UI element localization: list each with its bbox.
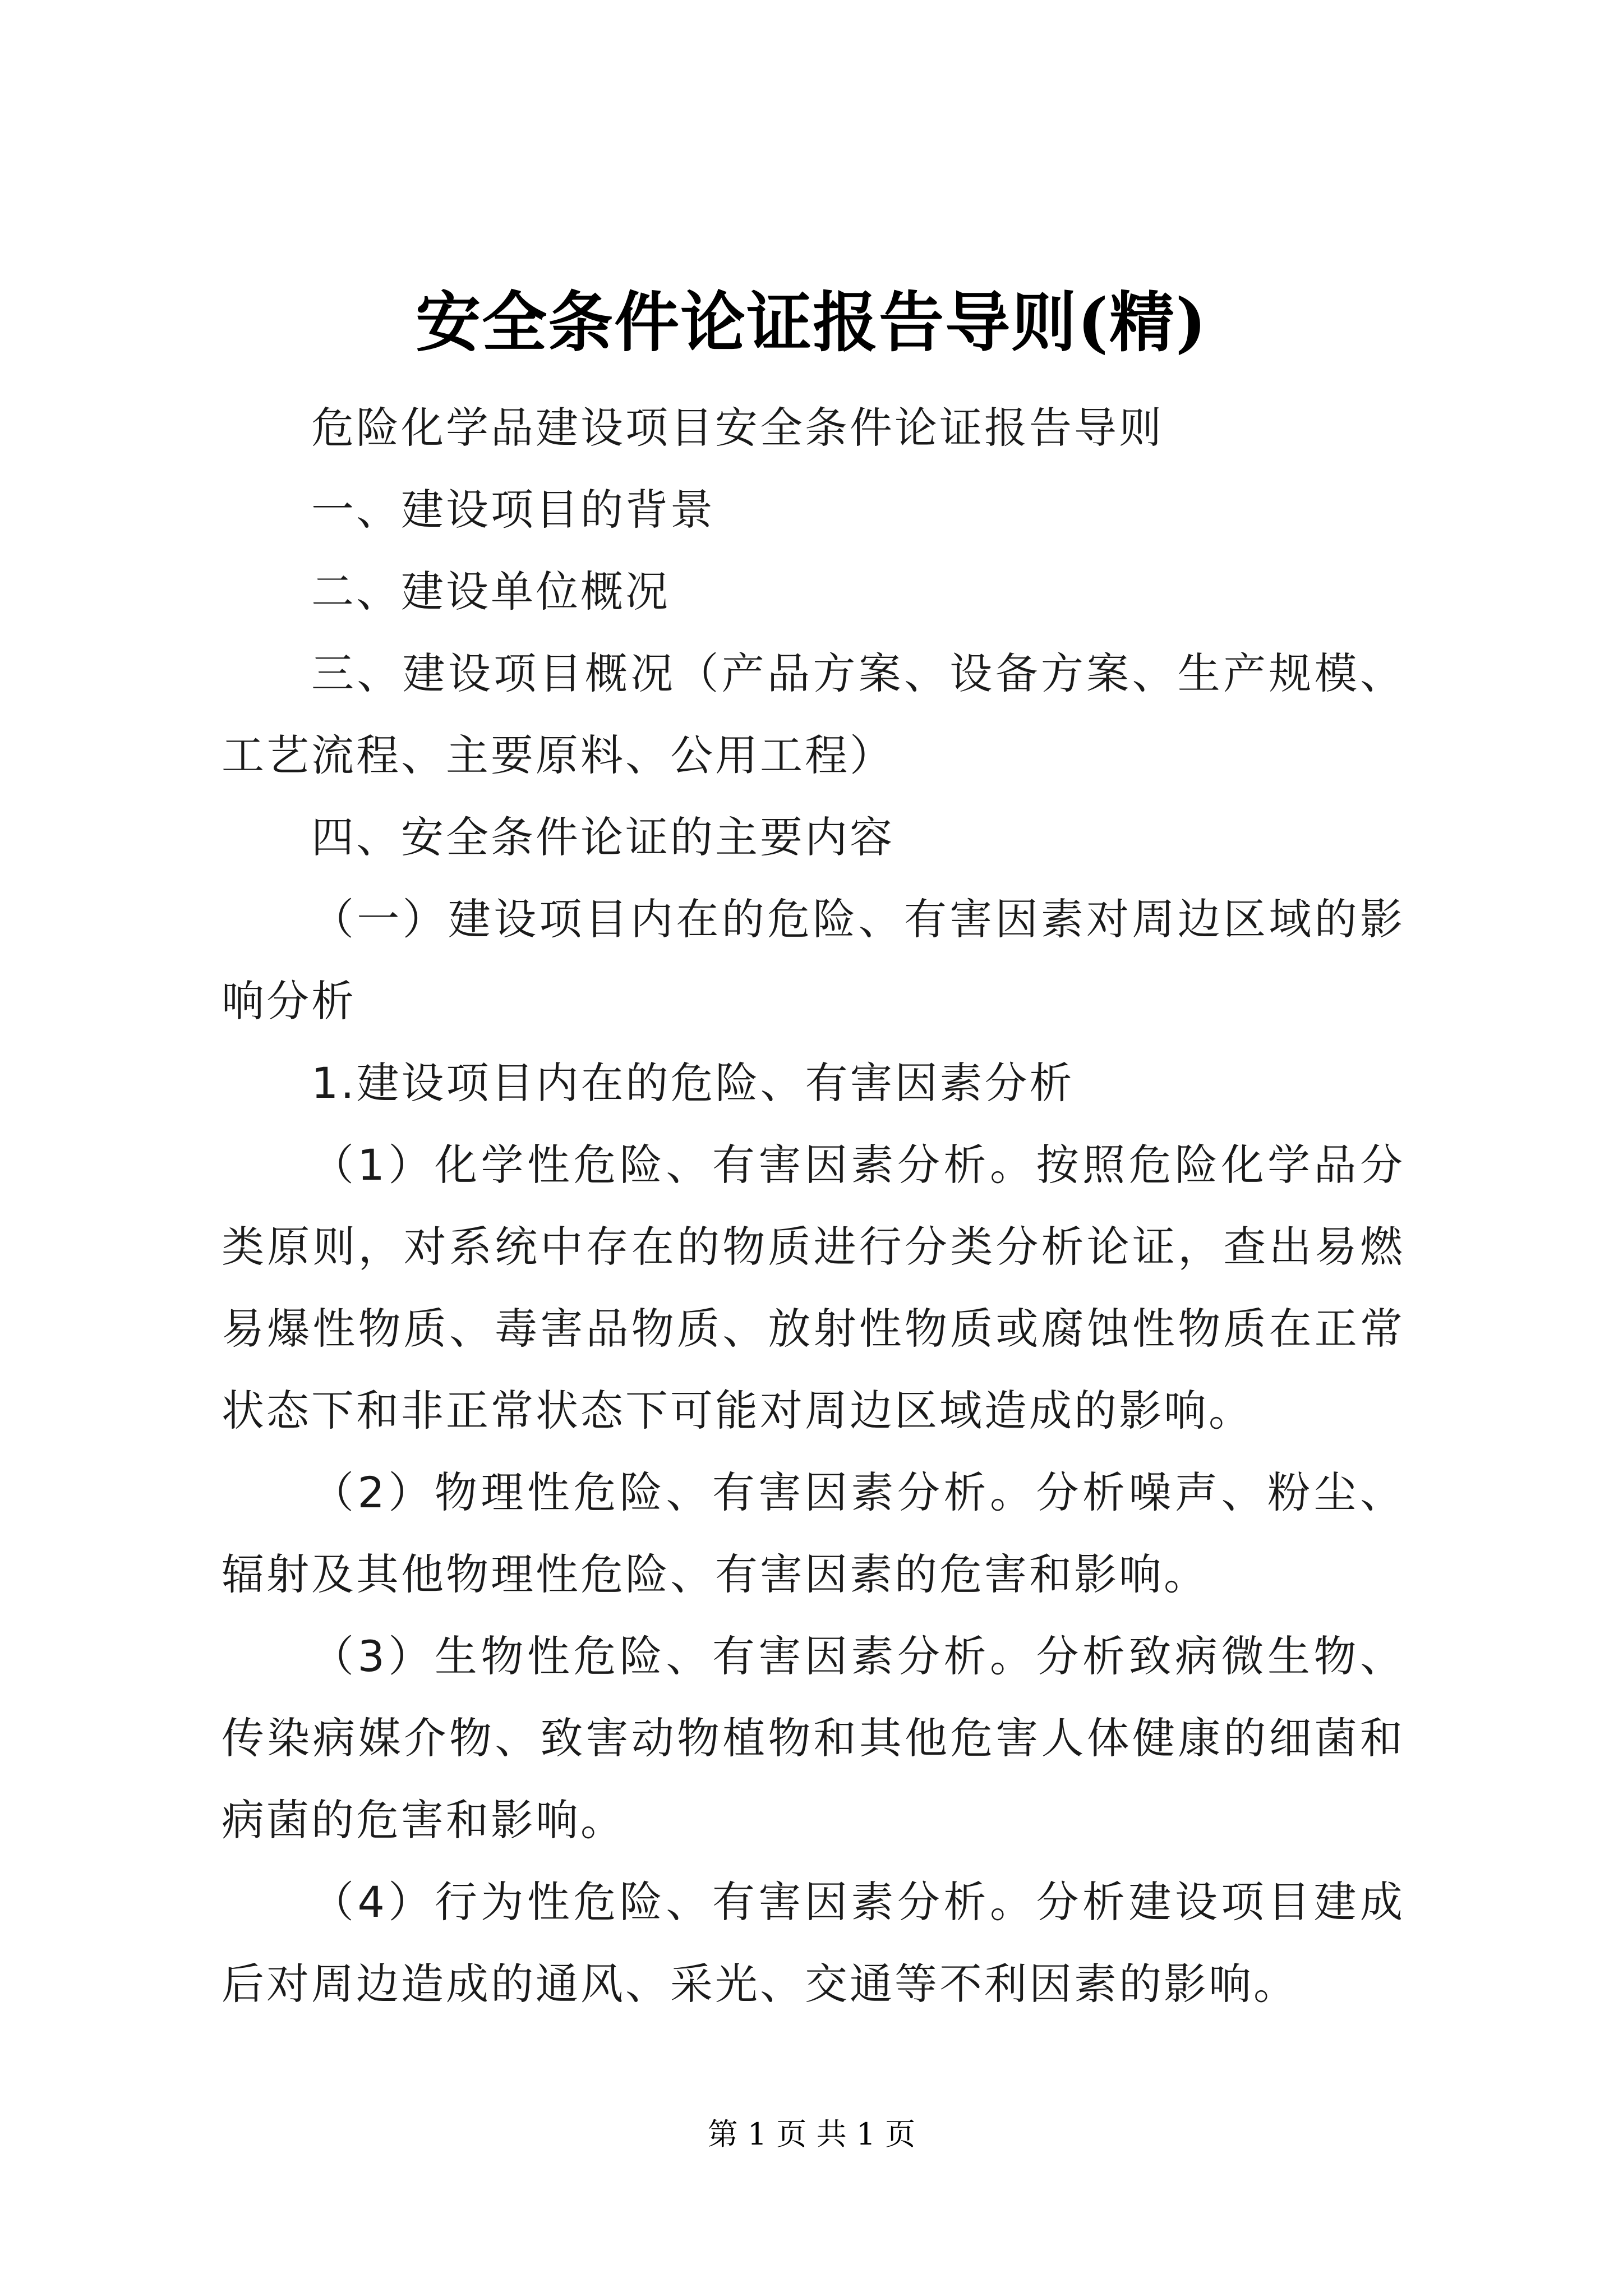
paragraph-section-2: 二、建设单位概况 [311,567,670,616]
paragraph-section-4: 四、安全条件论证的主要内容 [311,812,895,862]
paragraph-physical: （2）物理性危险、有害因素分析。分析噪声、粉尘、辐射及其他物理性危险、有害因素的危害和影响。 [222,1467,1405,1599]
paragraph-subsection-1: （一）建设项目内在的危险、有害因素对周边区域的影响分析 [222,894,1405,1026]
paragraph-behavioral: （4）行为性危险、有害因素分析。分析建设项目建成后对周边造成的通风、采光、交通等不利因素的影响。 [222,1877,1405,2009]
paragraph-section-1: 一、建设项目的背景 [311,485,715,535]
paragraph-biological: （3）生物性危险、有害因素分析。分析致病微生物、传染病媒介物、致害动物植物和其他危害人体健康的细菌和病菌的危害和影响。 [222,1631,1405,1845]
document-title: 安全条件论证报告导则(精) [416,284,1207,361]
paragraph-subtitle: 危险化学品建设项目安全条件论证报告导则 [311,403,1164,453]
paragraph-chemical: （1）化学性危险、有害因素分析。按照危险化学品分类原则，对系统中存在的物质进行分类分析论证，查出易燃易爆性物质、毒害品物质、放射性物质或腐蚀性物质在正常状态下和非正常状态下可能对周边区域造成的影响。 [222,1140,1405,1435]
paragraph-section-3: 三、建设项目概况（产品方案、设备方案、生产规模、工艺流程、主要原料、公用工程） [222,648,1405,780]
paragraph-item-1: 1.建设项目内在的危险、有害因素分析 [311,1058,1075,1108]
page-footer: 第 1 页 共 1 页 [707,2116,916,2152]
document-body [222,387,1405,2025]
